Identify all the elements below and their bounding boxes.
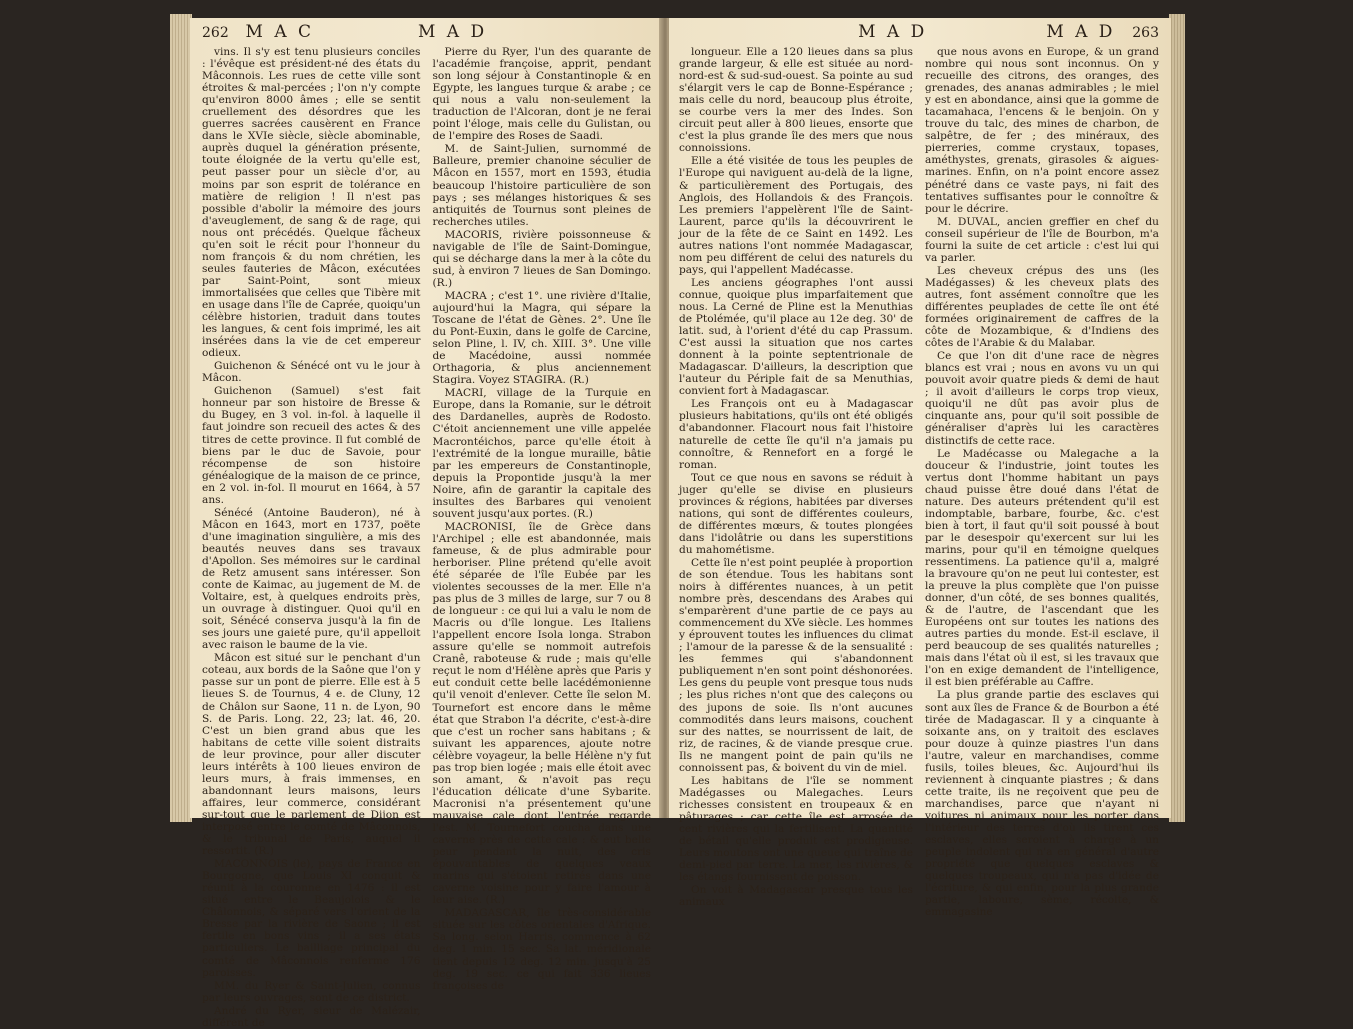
paragraph: MACORIS, rivière poissonneuse & navigable de l'île de Saint-Domingue, qui se décharge dans la mer à la côte du sud, à environ 7 lieues de San Domingo. (R.) [432, 228, 651, 289]
right-column-1 [679, 46, 913, 909]
paragraph: Ce que l'on dit d'une race de nègres blancs est vrai ; nous en avons vu un qui pouvoit avoir quatre pieds & demi de haut ; il avoit d'ailleurs le corps trop vieux, quoiqu'il ne dût pas avoir plus de cinquante ans, pour qu'il soit possible de généraliser d'après lui les caractères distinctifs de cette race. [925, 350, 1159, 447]
paragraph: M. DUVAL, ancien greffier en chef du conseil supérieur de l'île de Bourbon, m'a fourni la suite de cet article : c'est lui qui va parler. [925, 215, 1159, 264]
right-page-number: 263 [1132, 25, 1159, 41]
paragraph: Les anciens géographes l'ont aussi connue, quoique plus imparfaitement que nous. La Cerné de Pline est la Menuthias de Ptolémée, qu'il place au 12e deg. 30' de latit. sud, à l'orient d'été du cap Prassum. C'est aussi la situation que nos cartes donnent à la pointe septentrionale de Madagascar. D'ailleurs, la description que l'auteur du Périple fait de sa Menuthias, convient fort à Madagascar. [679, 276, 913, 398]
paragraph: longueur. Elle a 120 lieues dans sa plus grande largeur, & elle est située au nord-nord-est & sud-sud-ouest. Sa pointe au sud s'élargit vers le cap de Bonne-Espérance ; mais celle du nord, beaucoup plus étroite, se courbe vers la mer des Indes. Son circuit peut aller à 800 lieues, ensorte que c'est la plus grande île des mers que nous connoissions. [679, 46, 913, 155]
paragraph: MACRI, village de la Turquie en Europe, dans la Romanie, sur le détroit des Dardanelles, auprès de Rodosto. C'étoit anciennement une ville appelée Macrontéichos, parce qu'elle étoit à l'extrémité de la longue muraille, bâtie par les empereurs de Constantinople, depuis la Propontide jusqu'à la mer Noire, afin de garantir la capitale des insultes des Barbares qui venoient souvent jusqu'aux portes. (R.) [432, 387, 651, 520]
paragraph: M. de Saint-Julien, surnommé de Balleure, premier chanoine séculier de Mâcon en 1557, mort en 1593, étudia beaucoup l'histoire particulière de son pays ; ses mélanges historiques & ses antiquités de Tournus sont pleines de recherches utiles. [432, 143, 651, 228]
right-page [667, 18, 1171, 919]
right-column-2 [925, 46, 1159, 919]
paragraph: Sénécé (Antoine Bauderon), né à Mâcon en 1643, mort en 1737, poëte d'une imagination singulière, a mis des beautés neuves dans ses travaux d'Apollon. Ses mémoires sur le cardinal de Retz amusent sans intéresser. Son conte de Kaimac, au jugement de M. de Voltaire, est, à quelques endroits près, un ouvrage à distinguer. Quoi qu'il en soit, Sénécé conserva jusqu'à la fin de ses jours une gaieté pure, qu'il appelloit avec raison le baume de la vie. [202, 506, 421, 652]
paragraph: Le Madécasse ou Malegache a la douceur & l'industrie, joint toutes les vertus dont l'homme habitant un pays chaud puisse être doué dans l'état de nature. Des auteurs prétendent qu'il est indomptable, barbare, fourbe, &c. c'est bien à tort, il faut qu'il soit poussé à bout par le desespoir qu'exercent sur lui les marins, pour qu'il en témoigne quelques ressentimens. La patience qu'il a, malgré la bravoure qu'on ne peut lui contester, est la preuve la plus complète que l'on puisse donner, d'un côté, de ses bonnes qualités, & de l'autre, de l'ascendant que les Européens ont sur toutes les nations des autres parties du monde. Est-il esclave, il perd beaucoup de ses qualités naturelles ; mais dans l'état où il est, si les travaux que l'on en exige demandent de l'intelligence, il est bien préférable au Caffre. [925, 447, 1159, 689]
paragraph: MACRONISI, île de Grèce dans l'Archipel ; elle est abandonnée, mais fameuse, & de plus admirable pour herboriser. Pline prétend qu'elle avoit été séparée de l'île Eubée par les violentes secousses de la mer. Elle n'a pas plus de 3 milles de large, sur 7 ou 8 de longueur : ce qui lui a valu le nom de Macris ou d'île longue. Les Italiens l'appellent encore Isola longa. Strabon assure qu'elle se nommoit autrefois Cranê, raboteuse & rude ; mais qu'elle reçut le nom d'Hélène après que Paris y eut conduit cette belle lacédémonienne qu'il venoit d'enlever. Cette île selon M. Tournefort est encore dans le même état que Strabon l'a décrite, c'est-à-dire que c'est un rocher sans habitans ; & suivant les apparences, ajoute notre célèbre voyageur, la belle Hélène n'y fut pas trop bien logée ; mais elle étoit avec son amant, & n'avoit pas reçu l'éducation délicate d'une Sybarite. Macronisi n'a présentement qu'une mauvaise cale dont l'entrée regarde l'est. M. Tournefort coucha dans une caverne près de cette cale : & eut belle peur pendant la nuit, des cris épouvantables de quelques veaux marins qui s'étoient retirés dans une caverne voisine pour y faire l'amour à leur aise. (R.) [432, 520, 651, 907]
paragraph: MADAGASCAR, île très-considérable située sur les côtes orientales d'Afrique. Sa long. selon Harris, commence à 62 deg. 1 min. 15 sec. Sa lat. méridionale tient depuis 12 deg. 12 min. jusqu'à 25 deg. 19 sec. ce qui fait 336 lieues françoises de [432, 907, 651, 992]
right-running-header [679, 22, 1159, 44]
paragraph: MACRA ; c'est 1°. une rivière d'Italie, aujourd'hui la Magra, qui sépare la Toscane de l'état de Gènes. 2°. Une île du Pont-Euxin, dans le golfe de Carcine, selon Pline, l. IV, ch. XIII. 3°. Une ville de Macédoine, aussi nommée Orthagoria, & plus anciennement Stagira. Voyez STAGIRA. (R.) [432, 289, 651, 387]
paragraph: On voit à Madagascar presque tous les animaux [679, 884, 913, 909]
paragraph: MACONNOIS (le), pays de France en Bourgogne, que Louis XI conquit & réunit à la couronne en 1476 : il est situé entre le Beaujolois & le Châlonnois, & séparé vers l'orient de la Bresse par la rivière de Saone ; il est fertile en bons vins ; il a ses états particuliers. Le bailliage principal du comté de Mâconnois renferme 176 paroisses. [202, 858, 421, 979]
paragraph: Guichenon & Sénécé ont vu le jour à Mâcon. [202, 360, 421, 385]
paragraph: Tout ce que nous en savons se réduit à juger qu'elle se divise en plusieurs provinces & régions, habitées par diverses nations, qui sont de différentes couleurs, de différentes mœurs, & toutes plongées dans l'idolâtrie ou dans les superstitions du mahométisme. [679, 471, 913, 556]
paragraph: Mâcon est situé sur le penchant d'un coteau, aux bords de la Saône que l'on y passe sur un pont de pierre. Elle est à 5 lieues S. de Tournus, 4 e. de Cluny, 12 de Châlon sur Saone, 11 n. de Lyon, 90 S. de Paris. Long. 22, 23; lat. 46, 20. C'est un bien grand abus que les habitans de cette ville soient distraits de leur province, pour aller discuter leurs intérêts à 100 lieues environ de leurs murs, à frais immenses, en abandonnant leurs maisons, leurs affaires, leur commerce, considérant sur-tout que le parlement de Dijon est interposé entre le comté de Mâconnois, & le tribunal de Paris, auquel il ressortit. (R.) [202, 652, 421, 858]
paragraph: Les cheveux crépus des uns (les Madégasses) & les cheveux plats des autres, font assément connoître que les différentes peuplades de cette île ont été formées originairement de caffres de la côte de Mozambique, & d'Indiens des côtes de l'Arabie & du Malabar. [925, 264, 1159, 350]
paragraph: MM. du Ryer & Saint-Julien, connus par leurs ouvrages, sont de ce district. [202, 979, 421, 1004]
paragraph: Guichenon (Samuel) s'est fait honneur par son histoire de Bresse & du Bugey, en 3 vol. in-fol. à laquelle il faut joindre son recueil des actes & des titres de cette province. Il fut comblé de biens par le duc de Savoie, pour récompense de son histoire généalogique de la maison de ce prince, en 2 vol. in-fol. Il mourut en 1664, à 57 ans. [202, 385, 421, 506]
paragraph: André du Ryer, sieur de Malézair, différent de [202, 1004, 421, 1029]
paragraph: Les habitans de l'île se nomment Madégasses ou Malegaches. Leurs richesses consistent en troupeaux & en pâturages ; car cette île est arrosée de cent rivières qui la fertilisent. La quantité de bétail qu'elle produit est prodigieuse. Leurs moutons ont une queue qui traîne de demi-pied par terre. La mer, les rivières, & les étangs fournissent de poisson. [679, 774, 913, 884]
paragraph: Cette île n'est point peuplée à proportion de son étendue. Tous les habitans sont noirs à différentes nuances, à un petit nombre près, descendans des Arabes qui s'emparèrent d'une partie de ce pays au commencement du XVe siècle. Les hommes y éprouvent toutes les influences du climat ; l'amour de la paresse & de la sensualité : les femmes qui s'abandonnent publiquement n'en sont point déshonorées. Les gens du peuple vont presque tous nuds ; les plus riches n'ont que des caleçons ou des jupons de soie. Ils n'ont aucunes commodités dans leurs maisons, couchent sur des nattes, se nourrissent de lait, de riz, de racines, & de viande presque crue. Ils ne mangent point de pain qu'ils ne connoissent pas, & boivent du vin de miel. [679, 556, 913, 774]
right-page-edges [1169, 14, 1185, 822]
left-running-head-center: M A D [417, 22, 488, 42]
paragraph: Pierre du Ryer, l'un des quarante de l'académie françoise, apprit, pendant son long séjour à Constantinople & en Egypte, les langues turque & arabe ; ce qui nous a valu non-seulement la traduction de l'Alcoran, dont je ne ferai point l'éloge, mais celle du Gulistan, ou de l'empire des Roses de Saadi. [432, 46, 651, 143]
right-running-head-center: M A D [858, 22, 928, 42]
left-page-number: 262 [202, 25, 229, 41]
left-page [190, 18, 663, 1029]
right-running-head-right: M A D [1046, 22, 1116, 42]
paragraph: vins. Il s'y est tenu plusieurs conciles : l'évêque est président-né des états du Mâconnois. Les rues de cette ville sont étroites & mal-percées ; l'on n'y compte qu'environ 8000 âmes ; elle se sentit cruellement des désordres que les guerres sacrées causèrent en France dans le XVIe siècle, siècle abominable, auprès duquel la génération présente, toute éloignée de la vertu qu'elle est, peut passer pour un siècle d'or, au moins par son esprit de tolérance en matière de religion ! Il n'est pas possible d'abolir la mémoire des jours d'aveuglement, de sang & de rage, qui nous ont précédés. Quelque fâcheux qu'en soit le récit pour l'honneur du nom françois & du nom chrétien, les seules fauteries de Mâcon, exécutées par Saint-Point, sont mieux immortalisées que celles que Tibère mit en usage dans l'île de Caprée, quoiqu'un célèbre historien, traduit dans toutes les langues, & cent fois imprimé, les ait insérées dans la vie de cet empereur odieux. [202, 46, 421, 360]
paragraph: La plus grande partie des esclaves qui sont aux îles de France & de Bourbon a été tirée de Madagascar. Il y a cinquante à soixante ans, on y traitoit des esclaves pour douze à quinze piastres l'un dans l'autre, valeur en marchandises, comme fusils, toiles bleues, &c. Aujourd'hui ils reviennent à cinquante piastres ; & dans cette traite, ils ne reçoivent que peu de marchandises, parce que n'ayant ni voitures ni animaux pour les porter dans l'intérieur des terres d'où ils tirent ces esclaves, elles seroient à charge à un peuple indolent qui n'a en général d'autre propriété que quelques esclaves & quelques troupeaux, qui n'a pas d'idée de l'écriture, & qui enfin, pour la plus grande partie, laboure, sème, récolte, & emmagasine [925, 689, 1159, 919]
paragraph: Les François ont eu à Madagascar plusieurs habitations, qu'ils ont été obligés d'abandonner. Flacourt nous fait l'histoire naturelle de cette île qu'il n'a jamais pu connoître, & Rennefort en a forgé le roman. [679, 398, 913, 471]
left-running-header [202, 22, 651, 44]
paragraph: que nous avons en Europe, & un grand nombre qui nous sont inconnus. On y recueille des citrons, des oranges, des grenades, des ananas admirables ; le miel y est en abondance, ainsi que la gomme de tacamahaca, l'encens & le benjoin. On y trouve du talc, des mines de charbon, de salpêtre, de fer ; des minéraux, des pierreries, comme crystaux, topases, améthystes, grenats, girasoles & aigues-marines. Enfin, on n'a point encore assez pénétré dans ce vaste pays, ni fait des tentatives suffisantes pour le connoître & pour le décrire. [925, 46, 1159, 215]
left-column-2 [432, 46, 652, 992]
paragraph: Elle a été visitée de tous les peuples de l'Europe qui naviguent au-delà de la ligne, & particulièrement des Portugais, des Anglois, des Hollandois & des François. Les premiers l'appelèrent l'île de Saint-Laurent, parce qu'ils la découvrirent le jour de la fête de ce Saint en 1492. Les autres nations l'ont nommée Madagascar, nom peu différent de celui des naturels du pays, qui l'appellent Madécasse. [679, 155, 913, 276]
left-column-1 [202, 46, 421, 1029]
left-page-edges [170, 14, 192, 822]
left-running-head-left: M A C [245, 22, 315, 42]
